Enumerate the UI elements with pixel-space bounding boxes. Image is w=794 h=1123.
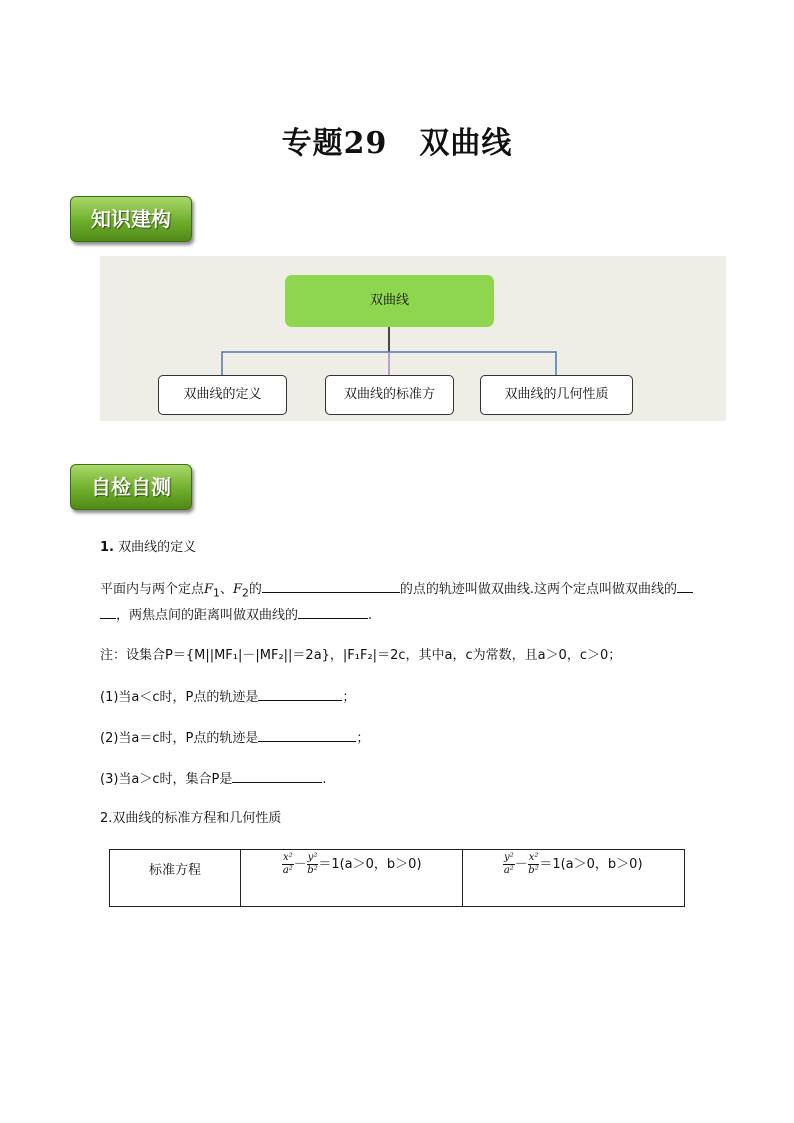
text-segment: 的	[248, 582, 262, 597]
q1-note: 注：设集合P＝{M||MF₁|－|MF₂||＝2a}，|F₁F₂|＝2c，其中a，c为常数，且a＞0，c＞0；	[100, 648, 622, 663]
q1-heading-text: 双曲线的定义	[118, 540, 197, 555]
operator: －	[514, 857, 528, 872]
q1-case3	[100, 768, 728, 791]
q1-heading	[100, 537, 728, 559]
text-segment: ，两焦点间的距离叫做双曲线的	[116, 608, 299, 623]
q1-case2	[100, 727, 728, 750]
sub-2: 2	[241, 586, 249, 600]
text-segment: ；	[342, 690, 356, 705]
var-F: F	[232, 582, 242, 597]
title-main: 专题29	[281, 126, 388, 161]
q1-definition-line2	[100, 604, 728, 627]
section-selftest-banner: 自检自测	[70, 464, 192, 510]
numerator: x²	[528, 852, 539, 863]
q2-heading: 2.双曲线的标准方程和几何性质	[100, 811, 282, 826]
blank-2-cont[interactable]	[100, 604, 116, 619]
blank-case1[interactable]	[258, 686, 342, 701]
text-segment: 的点的轨迹叫做双曲线.这两个定点叫做双曲线的	[399, 582, 678, 597]
denominator: a²	[282, 865, 293, 876]
table-header-text: 标准方程	[148, 863, 201, 878]
fraction	[528, 852, 540, 877]
q1-definition-line1	[100, 578, 728, 605]
equation-1	[241, 850, 462, 877]
properties-table	[109, 849, 685, 907]
blank-case2[interactable]	[258, 727, 356, 742]
denominator: a²	[503, 865, 514, 876]
fraction	[503, 852, 515, 877]
text-segment: .	[322, 772, 327, 787]
blank-1[interactable]	[262, 578, 400, 593]
title-sub: 双曲线	[419, 126, 513, 161]
denominator: b²	[307, 865, 318, 876]
var-F: F	[204, 582, 214, 597]
separator: 、	[219, 582, 233, 597]
fraction	[307, 852, 319, 877]
numerator: y²	[307, 852, 318, 863]
text-segment: ；	[356, 731, 370, 746]
q1-number: 1.	[100, 540, 114, 555]
table-cell-eq2	[463, 850, 685, 907]
equation-rest: ＝1(a＞0，b＞0)	[539, 857, 643, 872]
sub-1: 1	[213, 586, 220, 600]
text-segment: 平面内与两个定点	[100, 582, 205, 597]
numerator: x²	[283, 852, 293, 863]
section-knowledge-banner: 知识建构	[70, 196, 192, 242]
denominator: b²	[528, 865, 539, 876]
diagram-child-standard-equation: 双曲线的标准方	[325, 375, 454, 415]
equation-rest: ＝1(a＞0，b＞0)	[318, 857, 422, 872]
text-segment: (3)当a＞c时，集合P是	[100, 772, 233, 787]
diagram-root-node: 双曲线	[285, 275, 494, 327]
numerator: y²	[504, 852, 514, 863]
blank-case3[interactable]	[232, 768, 322, 783]
text-segment: (1)当a＜c时，P点的轨迹是	[100, 690, 259, 705]
table-row	[110, 850, 685, 907]
fraction	[282, 852, 294, 877]
text-segment: (2)当a＝c时，P点的轨迹是	[100, 731, 259, 746]
diagram-child-definition: 双曲线的定义	[158, 375, 287, 415]
text-segment: .	[368, 608, 373, 623]
blank-3[interactable]	[298, 604, 368, 619]
table-cell-header	[110, 850, 241, 907]
operator: －	[293, 857, 307, 872]
blank-2[interactable]	[677, 578, 693, 593]
equation-2	[463, 850, 684, 877]
table-cell-eq1	[241, 850, 463, 907]
diagram-child-geometric-properties: 双曲线的几何性质	[480, 375, 633, 415]
q1-case1	[100, 686, 728, 709]
